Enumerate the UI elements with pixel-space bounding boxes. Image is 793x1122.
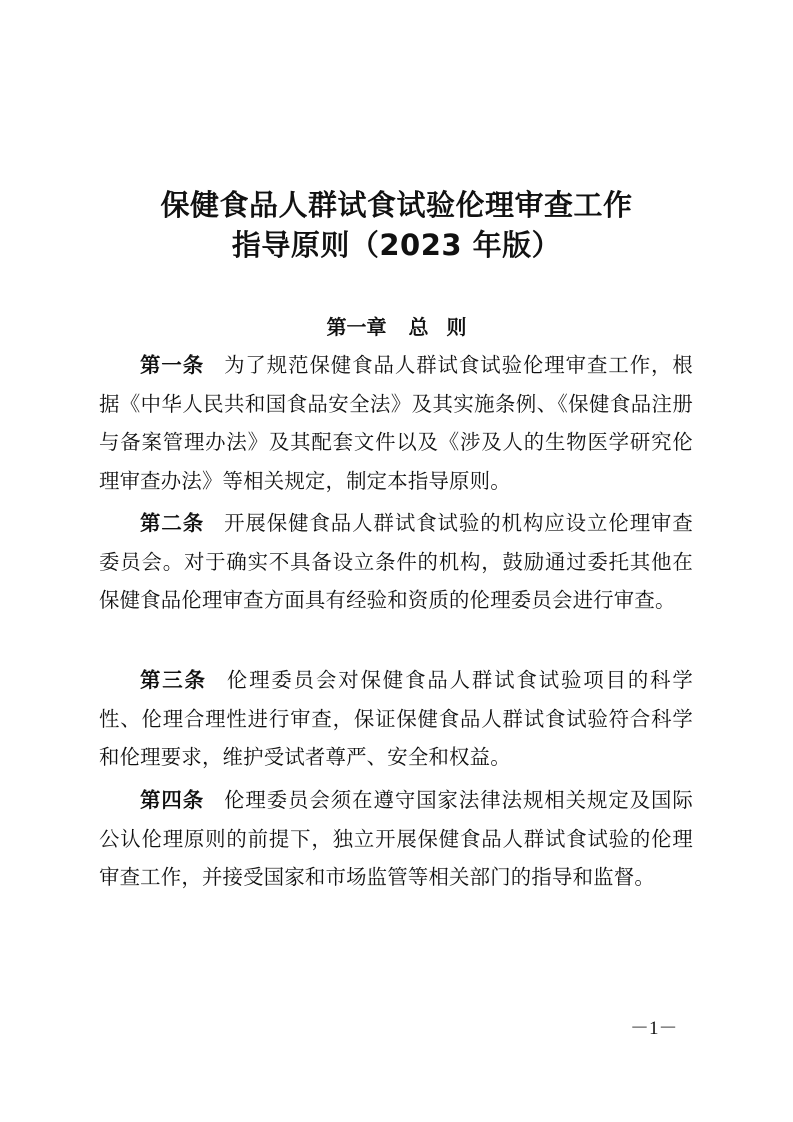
article-1-text: 为了规范保健食品人群试食试验伦理审查工作，根据《中华人民共和国食品安全法》及其实施条例、《保健食品注册与备案管理办法》及其配套文件以及《涉及人的生物医学研究伦理审查办法》等相关规定，制定本指导原则。: [99, 353, 693, 494]
chapter-number: 第一章: [326, 315, 387, 339]
document-title-line2: 指导原则（2023 年版）: [231, 228, 562, 262]
chapter-title-char2: 则: [446, 315, 467, 339]
document-title-line1: 保健食品人群试食试验伦理审查工作: [160, 188, 633, 222]
article-2: [99, 504, 693, 620]
article-3-text: 伦理委员会对保健食品人群试食试验项目的科学性、伦理合理性进行审查，保证保健食品人群试食试验符合科学和伦理要求，维护受试者尊严、安全和权益。: [99, 668, 693, 770]
chapter-heading: [0, 313, 793, 341]
article-3-label: 第三条: [140, 668, 207, 692]
article-1-label: 第一条: [140, 353, 205, 377]
article-2-text: 开展保健食品人群试食试验的机构应设立伦理审查委员会。对于确实不具备设立条件的机构，鼓励通过委托其他在保健食品伦理审查方面具有经验和资质的伦理委员会进行审查。: [99, 511, 693, 613]
article-1: [99, 346, 693, 501]
article-4-text: 伦理委员会须在遵守国家法律法规相关规定及国际公认伦理原则的前提下，独立开展保健食品人群试食试验的伦理审查工作，并接受国家和市场监管等相关部门的指导和监督。: [99, 788, 693, 890]
article-4-label: 第四条: [140, 788, 205, 812]
article-3: [99, 661, 693, 777]
article-2-label: 第二条: [140, 511, 205, 535]
page-number: －1－: [630, 1018, 678, 1039]
article-4: [99, 781, 693, 897]
chapter-title-char1: 总: [408, 315, 429, 339]
